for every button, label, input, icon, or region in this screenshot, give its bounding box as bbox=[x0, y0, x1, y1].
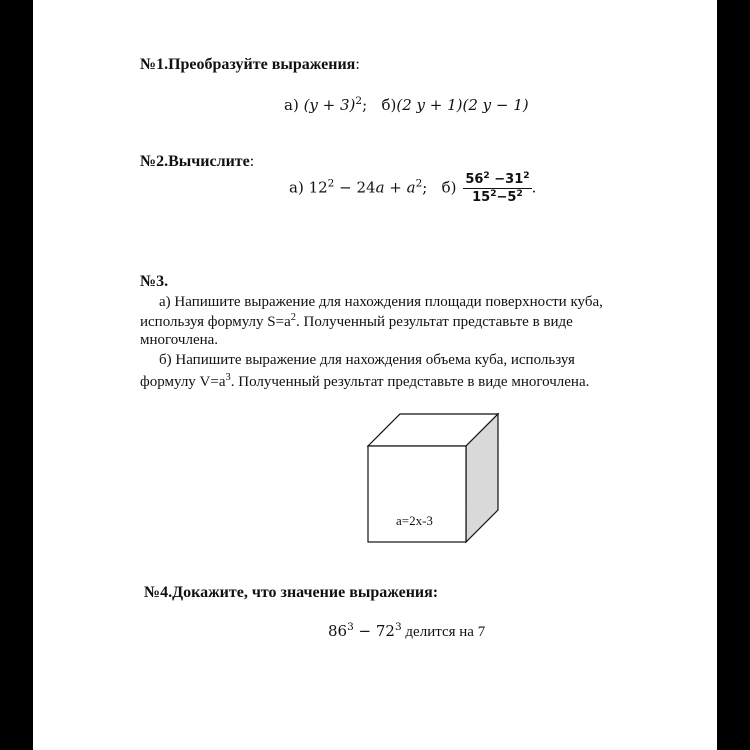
task1-part-a-exp: 2 bbox=[355, 95, 363, 108]
task2-title bbox=[140, 153, 254, 171]
task1-part-b-expr: (2 y + 1)(2 y − 1) bbox=[396, 96, 529, 114]
task2-part-a-label: а) bbox=[289, 178, 304, 197]
num-term2: −31 bbox=[489, 172, 524, 187]
task3-a-line2-post: . Полученный результат представьте в виде bbox=[296, 314, 573, 330]
task3-b-line2-pre: формулу V=a bbox=[140, 374, 226, 390]
task3-part-b-line2 bbox=[140, 372, 589, 392]
task3-part-a-line3: многочлена. bbox=[140, 332, 219, 348]
task4-base1: 86 bbox=[328, 622, 348, 640]
task1-title-text: №1.Преобразуйте выражения bbox=[140, 56, 356, 73]
task3-b-line2-post: . Полученный результат представьте в виде многочлена. bbox=[230, 374, 590, 390]
task2-title-text: №2.Вычислите bbox=[140, 153, 250, 170]
task1-title-colon: : bbox=[355, 56, 360, 73]
task4-minus: − bbox=[353, 622, 376, 640]
task2-a-exp2: 2 bbox=[415, 177, 423, 190]
task2-a-exp1: 2 bbox=[327, 177, 335, 190]
den-exp2: 2 bbox=[516, 189, 523, 199]
task4-exp1: 3 bbox=[347, 621, 354, 634]
task4-expression bbox=[328, 622, 485, 641]
cube-figure bbox=[366, 412, 506, 547]
task3-part-b-line1: б) Напишите выражение для нахождения объема куба, используя bbox=[159, 352, 575, 368]
fraction-denominator bbox=[463, 189, 531, 205]
worksheet-page bbox=[33, 0, 717, 750]
den-term1: 15 bbox=[472, 190, 491, 205]
task2-a-term1: 12 bbox=[308, 178, 328, 197]
task1-part-a-label: а) bbox=[284, 96, 299, 114]
task3-b-line2-exp: 3 bbox=[225, 372, 231, 384]
task3-part-a-line2 bbox=[140, 312, 573, 332]
task2-a-var2: a bbox=[406, 178, 416, 197]
cube-side-label: a=2x-3 bbox=[396, 513, 433, 528]
task1-sep: ; bbox=[362, 96, 368, 114]
task4-exp2: 3 bbox=[394, 621, 402, 634]
task2-end: . bbox=[531, 178, 537, 197]
task3-part-a-line1: а) Напишите выражение для нахождения площади поверхности куба, bbox=[159, 294, 603, 310]
task1-title bbox=[140, 56, 360, 74]
task2-a-var: a bbox=[375, 178, 385, 197]
task2-expressions bbox=[289, 172, 536, 205]
fraction-numerator bbox=[463, 172, 531, 189]
task3-title: №3. bbox=[140, 273, 169, 290]
task3-a-line2-exp: 2 bbox=[290, 312, 296, 324]
task2-a-term3: + bbox=[384, 178, 407, 197]
task2-a-term2: − 24 bbox=[334, 178, 376, 197]
task3-a-line2-pre: используя формулу S=a bbox=[140, 314, 291, 330]
num-exp2: 2 bbox=[523, 171, 530, 181]
num-term1: 56 bbox=[465, 172, 484, 187]
task2-sep: ; bbox=[422, 178, 428, 197]
task2-part-b-label: б) bbox=[441, 178, 457, 197]
task1-part-b-label: б) bbox=[381, 96, 397, 114]
den-exp1: 2 bbox=[490, 189, 497, 199]
task4-base2: 72 bbox=[375, 622, 395, 640]
task1-expressions bbox=[284, 96, 529, 114]
task4-title: №4.Докажите, что значение выражения: bbox=[144, 584, 439, 601]
task1-part-a-expr: (y + 3) bbox=[303, 96, 356, 114]
task4-tail: делится на 7 bbox=[401, 624, 486, 640]
num-exp1: 2 bbox=[483, 171, 490, 181]
den-term2: −5 bbox=[496, 190, 517, 205]
task2-fraction bbox=[463, 172, 531, 205]
task2-title-colon: : bbox=[249, 153, 255, 170]
